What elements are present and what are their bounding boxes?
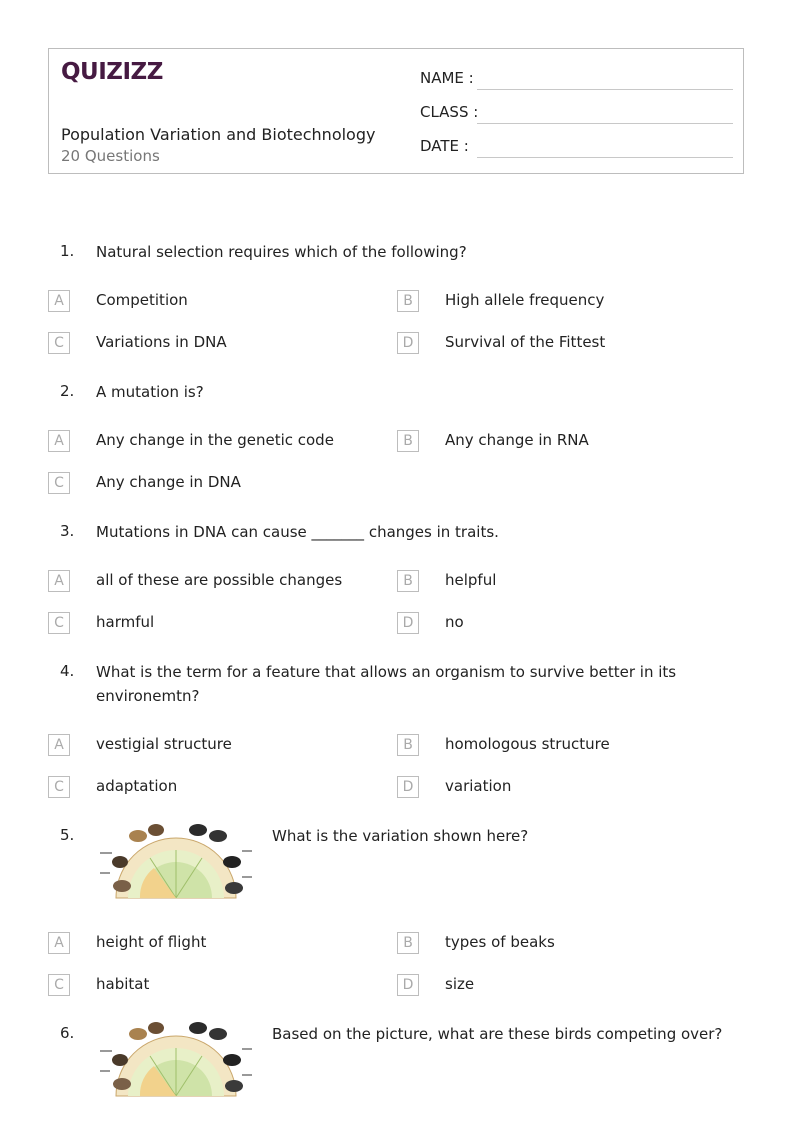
finch-beak-diagram-image bbox=[98, 822, 254, 900]
name-label: NAME : bbox=[420, 69, 474, 87]
option-box[interactable]: B bbox=[397, 290, 419, 312]
option-box[interactable]: D bbox=[397, 974, 419, 996]
option-box[interactable]: B bbox=[397, 570, 419, 592]
option-box[interactable]: C bbox=[48, 974, 70, 996]
option-text: Any change in DNA bbox=[96, 473, 241, 491]
option-text: Any change in RNA bbox=[445, 431, 589, 449]
question-number: 4. bbox=[60, 662, 75, 680]
question-number: 3. bbox=[60, 522, 75, 540]
option-text: habitat bbox=[96, 975, 150, 993]
option-box[interactable]: A bbox=[48, 430, 70, 452]
worksheet-header bbox=[48, 48, 744, 174]
question-count: 20 Questions bbox=[61, 147, 160, 165]
option-text: homologous structure bbox=[445, 735, 610, 753]
option-text: harmful bbox=[96, 613, 155, 631]
option-box[interactable]: D bbox=[397, 332, 419, 354]
option-box[interactable]: A bbox=[48, 932, 70, 954]
option-text: High allele frequency bbox=[445, 291, 605, 309]
question-text: Mutations in DNA can cause _______ changes in traits. bbox=[96, 523, 499, 541]
option-text: vestigial structure bbox=[96, 735, 232, 753]
option-text: Variations in DNA bbox=[96, 333, 227, 351]
question-text: Based on the picture, what are these birds competing over? bbox=[272, 1025, 723, 1043]
class-field[interactable] bbox=[477, 123, 733, 124]
option-text: types of beaks bbox=[445, 933, 555, 951]
option-text: adaptation bbox=[96, 777, 178, 795]
option-box[interactable]: D bbox=[397, 776, 419, 798]
date-field[interactable] bbox=[477, 157, 733, 158]
question-text-line1: What is the term for a feature that allows an organism to survive better in its bbox=[96, 663, 677, 681]
name-field[interactable] bbox=[477, 89, 733, 90]
option-text: Any change in the genetic code bbox=[96, 431, 334, 449]
finch-beak-diagram-image bbox=[98, 1020, 254, 1098]
option-box[interactable]: C bbox=[48, 332, 70, 354]
option-box[interactable]: A bbox=[48, 290, 70, 312]
option-text: helpful bbox=[445, 571, 497, 589]
question-text: A mutation is? bbox=[96, 383, 204, 401]
option-text: no bbox=[445, 613, 464, 631]
option-text: all of these are possible changes bbox=[96, 571, 343, 589]
option-box[interactable]: C bbox=[48, 776, 70, 798]
option-text: variation bbox=[445, 777, 512, 795]
option-box[interactable]: A bbox=[48, 734, 70, 756]
class-label: CLASS : bbox=[420, 103, 479, 121]
option-box[interactable]: B bbox=[397, 734, 419, 756]
question-text-line2: environemtn? bbox=[96, 687, 200, 705]
option-text: Survival of the Fittest bbox=[445, 333, 606, 351]
question-text: What is the variation shown here? bbox=[272, 827, 529, 845]
option-text: height of flight bbox=[96, 933, 207, 951]
date-label: DATE : bbox=[420, 137, 469, 155]
question-number: 2. bbox=[60, 382, 75, 400]
option-text: Competition bbox=[96, 291, 188, 309]
option-box[interactable]: B bbox=[397, 932, 419, 954]
option-box[interactable]: B bbox=[397, 430, 419, 452]
option-box[interactable]: A bbox=[48, 570, 70, 592]
question-number: 6. bbox=[60, 1024, 75, 1042]
option-box[interactable]: D bbox=[397, 612, 419, 634]
question-number: 1. bbox=[60, 242, 75, 260]
option-text: size bbox=[445, 975, 475, 993]
quizizz-logo: QUIZIZZ bbox=[61, 59, 163, 85]
option-box[interactable]: C bbox=[48, 612, 70, 634]
worksheet-title: Population Variation and Biotechnology bbox=[61, 125, 376, 144]
option-box[interactable]: C bbox=[48, 472, 70, 494]
question-number: 5. bbox=[60, 826, 75, 844]
question-text: Natural selection requires which of the following? bbox=[96, 243, 467, 261]
